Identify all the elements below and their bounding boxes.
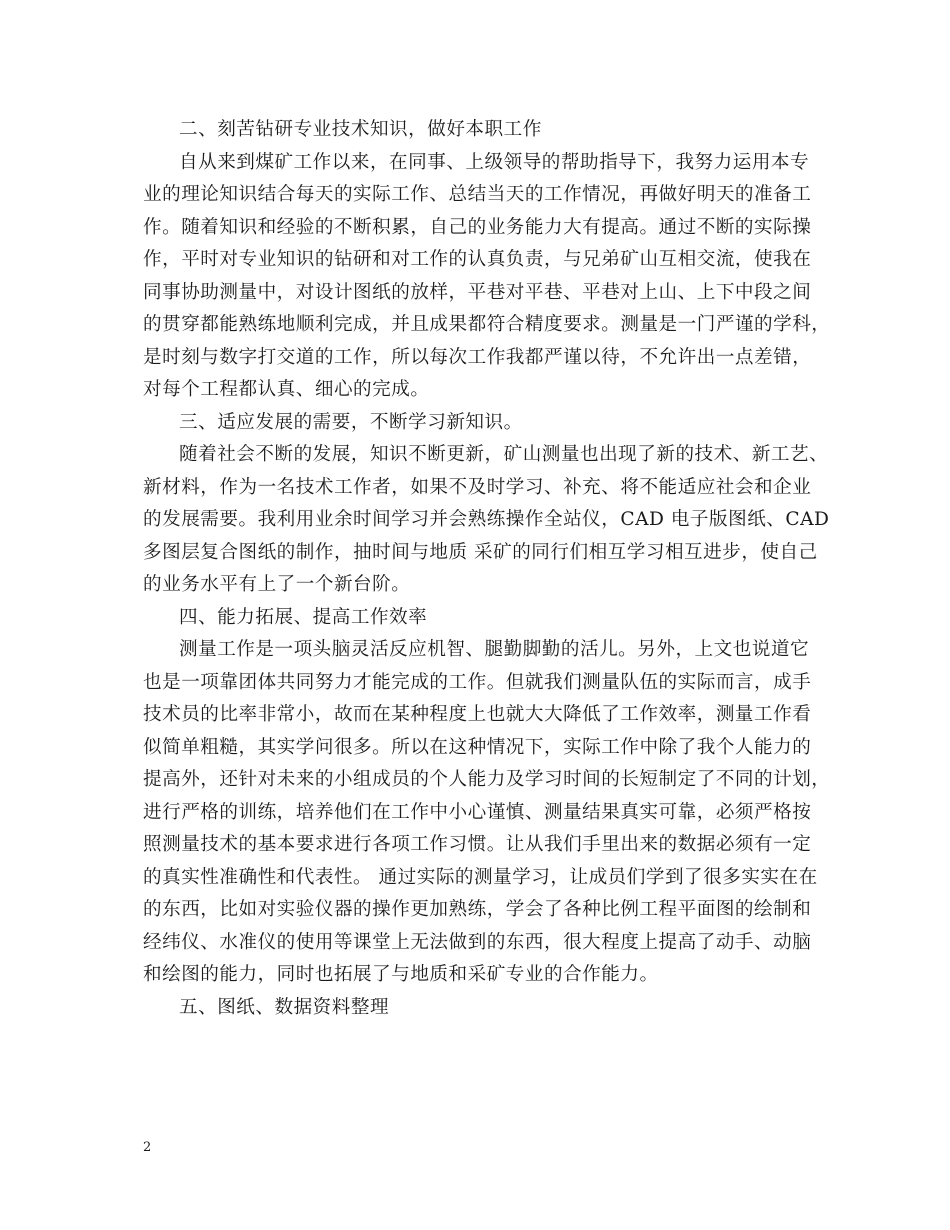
- body-line: 测量工作是一项头脑灵活反应机智、腿勤脚勤的活儿。另外，上文也说道它: [179, 639, 810, 660]
- body-line: 作，平时对专业知识的钻研和对工作的认真负责，与兄弟矿山互相交流，使我在: [143, 249, 812, 270]
- body-line: 也是一项靠团体共同努力才能完成的工作。但就我们测量队伍的实际而言，成手: [143, 671, 812, 693]
- body-line: 对每个工程都认真、细心的完成。: [143, 379, 430, 400]
- body-line: 随着社会不断的发展，知识不断更新，矿山测量也出现了新的技术、新工艺、: [179, 444, 829, 465]
- section-heading-5: 五、图纸、数据资料整理: [179, 996, 390, 1018]
- body-line: 多图层复合图纸的制作，抽时间与地质 采矿的同行们相互学习相互进步，使自己: [143, 541, 818, 563]
- body-line: 业的理论知识结合每天的实际工作、总结当天的工作情况，再做好明天的准备工: [143, 184, 812, 205]
- body-line: 新材料，作为一名技术工作者，如果不及时学习、补充、将不能适应社会和企业: [143, 476, 812, 498]
- body-line: 照测量技术的基本要求进行各项工作习惯。让从我们手里出来的数据必须有一定: [143, 834, 812, 855]
- body-line: 作。随着知识和经验的不断积累，自己的业务能力大有提高。通过不断的实际操: [143, 216, 812, 238]
- document-body: [143, 114, 831, 1024]
- body-line: 和绘图的能力，同时也拓展了与地质和采矿专业的合作能力。: [143, 964, 659, 985]
- body-line: 的贯穿都能熟练地顺利完成，并且成果都符合精度要求。测量是一门严谨的学科，: [143, 314, 831, 335]
- body-line: 的东西，比如对实验仪器的操作更加熟练，学会了各种比例工程平面图的绘制和: [143, 899, 812, 920]
- body-line: 的发展需要。我利用业余时间学习并会熟练操作全站仪，CAD 电子版图纸、CAD: [143, 509, 830, 530]
- body-line: 的业务水平有上了一个新台阶。: [143, 574, 411, 595]
- page-number: 2: [143, 1140, 152, 1155]
- body-line: 技术员的比率非常小，故而在某种程度上也就大大降低了工作效率，测量工作看: [143, 704, 812, 725]
- section-heading-4: 四、能力拓展、提高工作效率: [179, 606, 428, 628]
- body-line: 提高外，还针对未来的小组成员的个人能力及学习时间的长短制定了不同的计划，: [143, 769, 831, 790]
- body-line: 自从来到煤矿工作以来，在同事、上级领导的帮助指导下，我努力运用本专: [179, 151, 810, 173]
- body-line: 是时刻与数字打交道的工作，所以每次工作我都严谨以待，不允许出一点差错，: [143, 346, 812, 368]
- body-line: 同事协助测量中，对设计图纸的放样，平巷对平巷、平巷对上山、上下中段之间: [143, 281, 812, 303]
- body-line: 经纬仪、水准仪的使用等课堂上无法做到的东西，很大程度上提高了动手、动脑: [143, 931, 812, 953]
- body-line: 的真实性准确性和代表性。 通过实际的测量学习，让成员们学到了很多实实在在: [143, 866, 818, 888]
- section-heading-2: 二、刻苦钻研专业技术知识，做好本职工作: [179, 119, 542, 140]
- body-line: 进行严格的训练，培养他们在工作中小心谨慎、测量结果真实可靠，必须严格按: [143, 801, 812, 823]
- section-heading-3: 三、适应发展的需要，不断学习新知识。: [179, 411, 523, 433]
- body-line: 似简单粗糙，其实学问很多。所以在这种情况下，实际工作中除了我个人能力的: [143, 736, 812, 758]
